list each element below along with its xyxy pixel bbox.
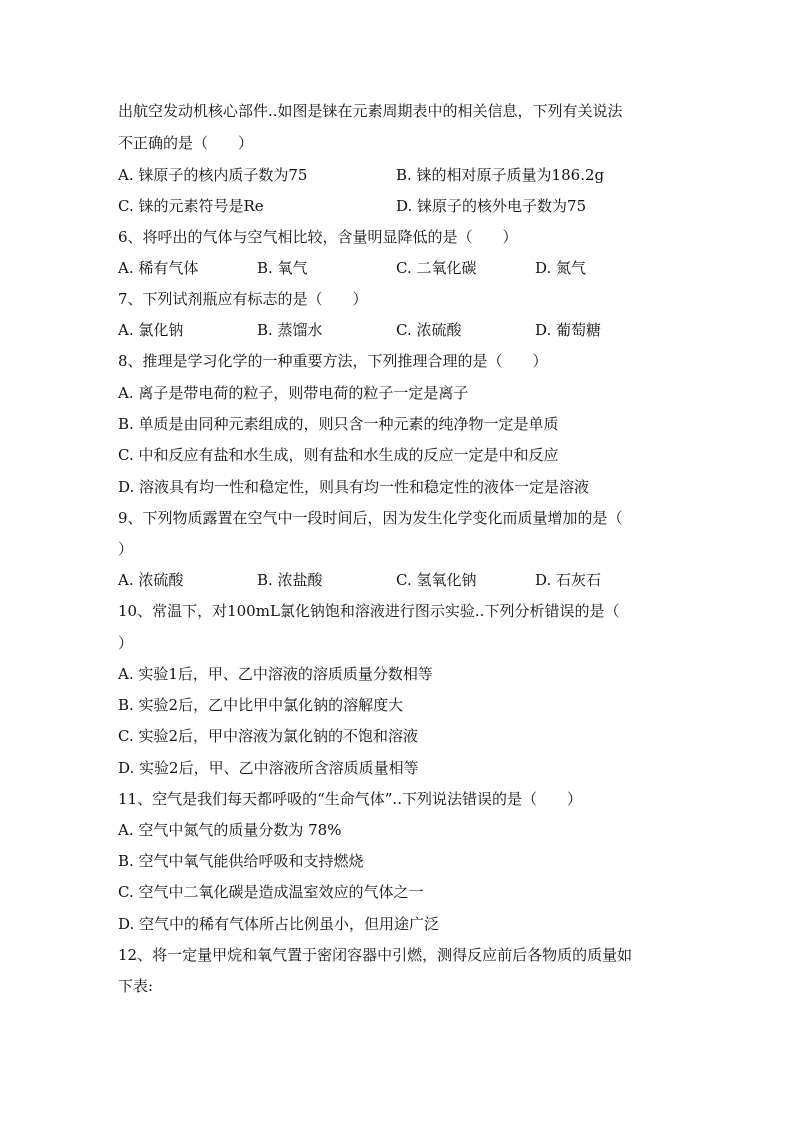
q9-option-c: C. 氢氧化钠	[396, 571, 477, 589]
q5-option-c: C. 铼的元素符号是Re	[118, 197, 264, 215]
q9-option-d: D. 石灰石	[535, 571, 602, 589]
q12-stem-line-2: 下表:	[118, 977, 154, 995]
q9-stem-line-1: 9、下列物质露置在空气中一段时间后，因为发生化学变化而质量增加的是（	[118, 509, 623, 527]
q5-option-b: B. 铼的相对原子质量为186.2g	[396, 166, 605, 184]
q11-stem: 11、空气是我们每天都呼吸的“生命气体”..下列说法错误的是（ ）	[118, 790, 582, 808]
q6-stem: 6、将呼出的气体与空气相比较，含量明显降低的是（ ）	[118, 228, 518, 246]
q7-option-b: B. 蒸馏水	[257, 321, 323, 339]
q6-option-b: B. 氧气	[257, 259, 308, 277]
q7-option-a: A. 氯化钠	[118, 321, 184, 339]
q6-option-c: C. 二氧化碳	[396, 259, 477, 277]
q9-stem-line-2: ）	[118, 540, 134, 558]
q8-option-a: A. 离子是带电荷的粒子，则带电荷的粒子一定是离子	[118, 384, 469, 402]
q6-option-a: A. 稀有气体	[118, 259, 199, 277]
q10-option-a: A. 实验1后，甲、乙中溶液的溶质质量分数相等	[118, 665, 433, 683]
q10-option-c: C. 实验2后，甲中溶液为氯化钠的不饱和溶液	[118, 727, 419, 745]
intro-line-2: 不正确的是（ ）	[118, 134, 254, 152]
q9-option-b: B. 浓盐酸	[257, 571, 323, 589]
q8-option-d: D. 溶液具有均一性和稳定性，则具有均一性和稳定性的液体一定是溶液	[118, 478, 590, 496]
q8-option-c: C. 中和反应有盐和水生成，则有盐和水生成的反应一定是中和反应	[118, 446, 559, 464]
q10-option-b: B. 实验2后，乙中比甲中氯化钠的溶解度大	[118, 696, 404, 714]
intro-line-1: 出航空发动机核心部件..如图是铼在元素周期表中的相关信息，下列有关说法	[118, 102, 623, 120]
q5-option-a: A. 铼原子的核内质子数为75	[118, 166, 308, 184]
q11-option-d: D. 空气中的稀有气体所占比例虽小，但用途广泛	[118, 915, 440, 933]
q6-option-d: D. 氮气	[535, 259, 587, 277]
q11-option-c: C. 空气中二氧化碳是造成温室效应的气体之一	[118, 883, 424, 901]
q5-option-d: D. 铼原子的核外电子数为75	[396, 197, 587, 215]
q12-stem-line-1: 12、将一定量甲烷和氧气置于密闭容器中引燃，测得反应前后各物质的质量如	[118, 946, 633, 964]
q7-option-c: C. 浓硫酸	[396, 321, 462, 339]
q10-stem-line-1: 10、常温下，对100mL氯化钠饱和溶液进行图示实验..下列分析错误的是（	[118, 602, 620, 620]
q11-option-b: B. 空气中氧气能供给呼吸和支持燃烧	[118, 852, 364, 870]
q8-option-b: B. 单质是由同种元素组成的，则只含一种元素的纯净物一定是单质	[118, 415, 559, 433]
q7-option-d: D. 葡萄糖	[535, 321, 602, 339]
q10-stem-line-2: ）	[118, 634, 134, 652]
q9-option-a: A. 浓硫酸	[118, 571, 184, 589]
q10-option-d: D. 实验2后，甲、乙中溶液所含溶质质量相等	[118, 759, 419, 777]
q7-stem: 7、下列试剂瓶应有标志的是（ ）	[118, 290, 368, 308]
q8-stem: 8、推理是学习化学的一种重要方法，下列推理合理的是（ ）	[118, 352, 548, 370]
q11-option-a: A. 空气中氮气的质量分数为 78%	[118, 821, 342, 839]
